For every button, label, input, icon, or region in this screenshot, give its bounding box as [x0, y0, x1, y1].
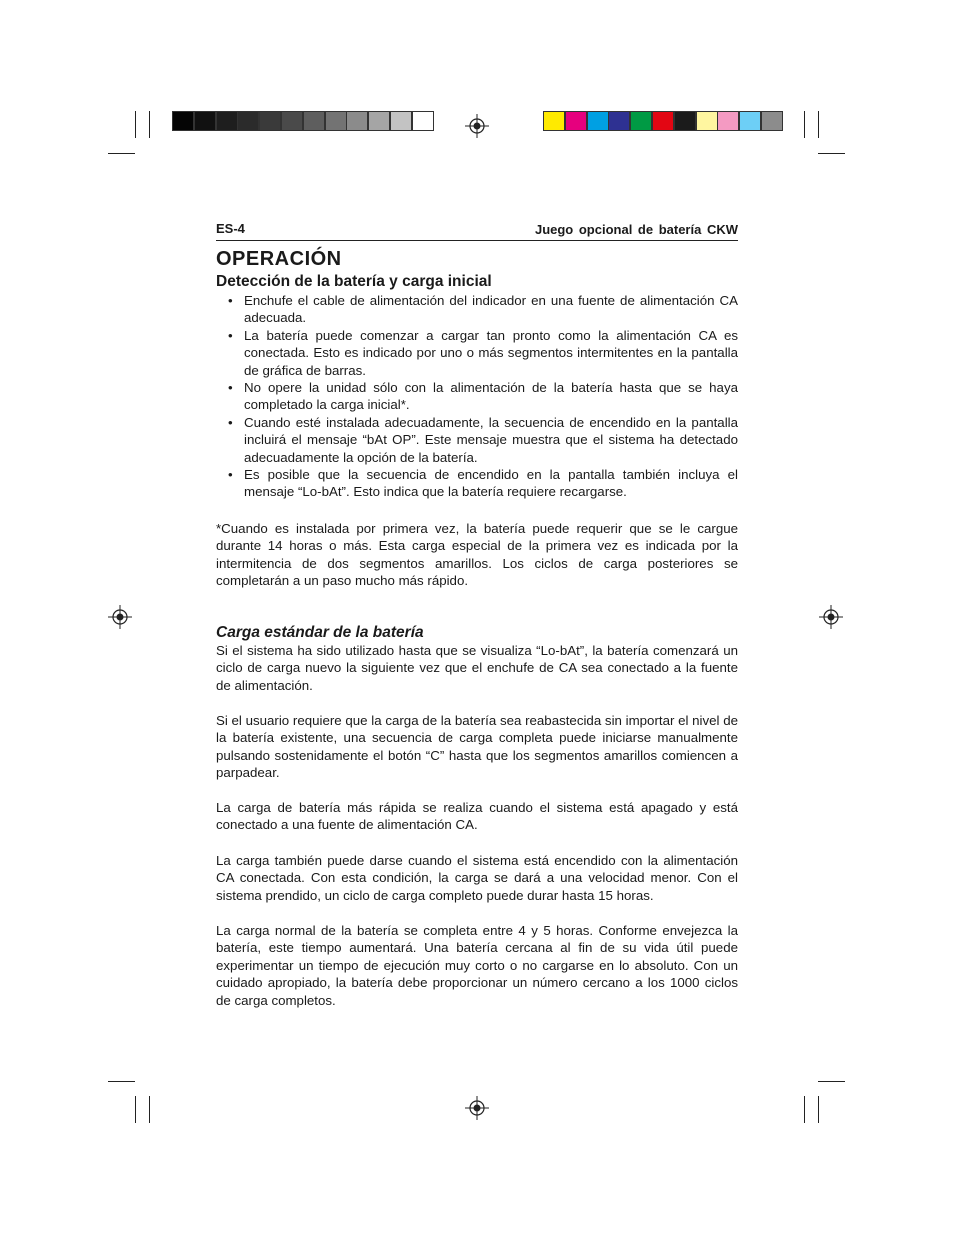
list-item	[216, 414, 738, 466]
color-swatch	[652, 111, 674, 131]
gray-swatch	[237, 111, 259, 131]
color-swatch	[739, 111, 761, 131]
bullet-list	[216, 292, 738, 501]
list-item-text: No opere la unidad sólo con la alimentación de la batería hasta que se haya completado la carga inicial*.	[244, 380, 738, 413]
gray-swatch	[194, 111, 216, 131]
crop-mark	[135, 111, 136, 138]
color-swatch	[696, 111, 718, 131]
color-swatch	[608, 111, 630, 131]
bullet-icon: •	[228, 293, 233, 308]
paragraph: La carga normal de la batería se completa entre 4 y 5 horas. Conforme envejezca la batería, este tiempo aumentará. Una batería cercana al fin de su vida útil puede experimentar un tiempo de ejecución muy corto o no cargarse en lo absoluto. Con un cuidado apropiado, la batería debe proporcionar un número cercano a los 1000 ciclos de carga completos.	[216, 923, 738, 1008]
list-item-text: Cuando esté instalada adecuadamente, la secuencia de encendido en la pantalla incluirá el mensaje “bAt OP”. Este mensaje muestra que el sistema ha detectado adecuadamente la opción de la batería.	[244, 414, 738, 465]
gray-swatch	[368, 111, 390, 131]
crop-mark	[108, 1081, 135, 1082]
list-item	[216, 292, 738, 327]
gray-swatch	[412, 111, 434, 131]
gray-swatch	[172, 111, 194, 131]
gray-swatch	[303, 111, 325, 131]
registration-mark-icon	[819, 605, 843, 629]
gray-swatch	[390, 111, 412, 131]
gray-swatch	[281, 111, 303, 131]
paragraph: La carga de batería más rápida se realiza cuando el sistema está apagado y está conectado a una fuente de alimentación CA.	[216, 800, 738, 833]
color-swatch	[565, 111, 587, 131]
registration-mark-icon	[465, 1096, 489, 1120]
crop-mark	[108, 153, 135, 154]
crop-mark	[818, 1096, 819, 1123]
bullet-icon: •	[228, 467, 233, 483]
color-swatch	[543, 111, 565, 131]
bullet-icon: •	[228, 414, 233, 430]
crop-mark	[149, 111, 150, 138]
paragraph: Si el sistema ha sido utilizado hasta que se visualiza “Lo-bAt”, la batería comenzará un ciclo de carga nuevo la siguiente vez que el enchufe de CA sea conectado a la fuente de alimentación.	[216, 643, 738, 693]
section-heading-standard-charge: Carga estándar de la batería	[216, 624, 424, 641]
paragraph: Si el usuario requiere que la carga de la batería sea reabastecida sin importar el nivel de la batería existente, una secuencia de carga completa puede iniciarse manualmente pulsando sostenidamente el botón “C” hasta que los segmentos amarillos comiencen a parpadear.	[216, 713, 738, 781]
gray-swatch	[346, 111, 368, 131]
crop-mark	[135, 1096, 136, 1123]
bullet-icon: •	[228, 380, 233, 396]
gray-swatch	[325, 111, 347, 131]
footnote-paragraph: *Cuando es instalada por primera vez, la batería puede requerir que se le cargue durante 14 horas o más. Esta carga especial de la primera vez es indicada por la intermitencia de dos segmentos amarillos. Los ciclos de carga posteriores se completarán a un paso mucho más rápido.	[216, 521, 738, 589]
list-item-text: La batería puede comenzar a cargar tan pronto como la alimentación CA es conectada. Esto es indicado por uno o más segmentos intermitentes en la pantalla de gráfica de barras.	[244, 327, 738, 378]
color-swatch	[717, 111, 739, 131]
paragraph: La carga también puede darse cuando el sistema está encendido con la alimentación CA conectada. Con esta condición, la carga se dará a una velocidad menor. Con el sistema prendido, un ciclo de carga completo puede durar hasta 15 horas.	[216, 853, 738, 903]
list-item	[216, 327, 738, 379]
gray-swatch	[216, 111, 238, 131]
registration-mark-icon	[108, 605, 132, 629]
list-item-text: Enchufe el cable de alimentación del indicador en una fuente de alimentación CA adecuada.	[244, 293, 738, 326]
color-swatch	[674, 111, 696, 131]
header-divider	[216, 240, 738, 241]
list-item-text: Es posible que la secuencia de encendido en la pantalla también incluya el mensaje “Lo-bAt”. Esto indica que la batería requiere recargarse.	[244, 467, 738, 500]
color-swatch	[587, 111, 609, 131]
page-number: ES-4	[216, 221, 245, 236]
color-swatch	[630, 111, 652, 131]
list-item	[216, 379, 738, 414]
section-heading-detection: Detección de la batería y carga inicial	[216, 273, 492, 290]
gray-swatch	[259, 111, 281, 131]
page-title: OPERACIÓN	[216, 248, 342, 270]
registration-mark-icon	[465, 114, 489, 138]
crop-mark	[818, 153, 845, 154]
running-title: Juego opcional de batería CKW	[534, 222, 738, 237]
crop-mark	[804, 1096, 805, 1123]
list-item	[216, 466, 738, 501]
color-swatch	[761, 111, 783, 131]
crop-mark	[818, 111, 819, 138]
crop-mark	[149, 1096, 150, 1123]
bullet-icon: •	[228, 327, 233, 343]
crop-mark	[818, 1081, 845, 1082]
crop-mark	[804, 111, 805, 138]
